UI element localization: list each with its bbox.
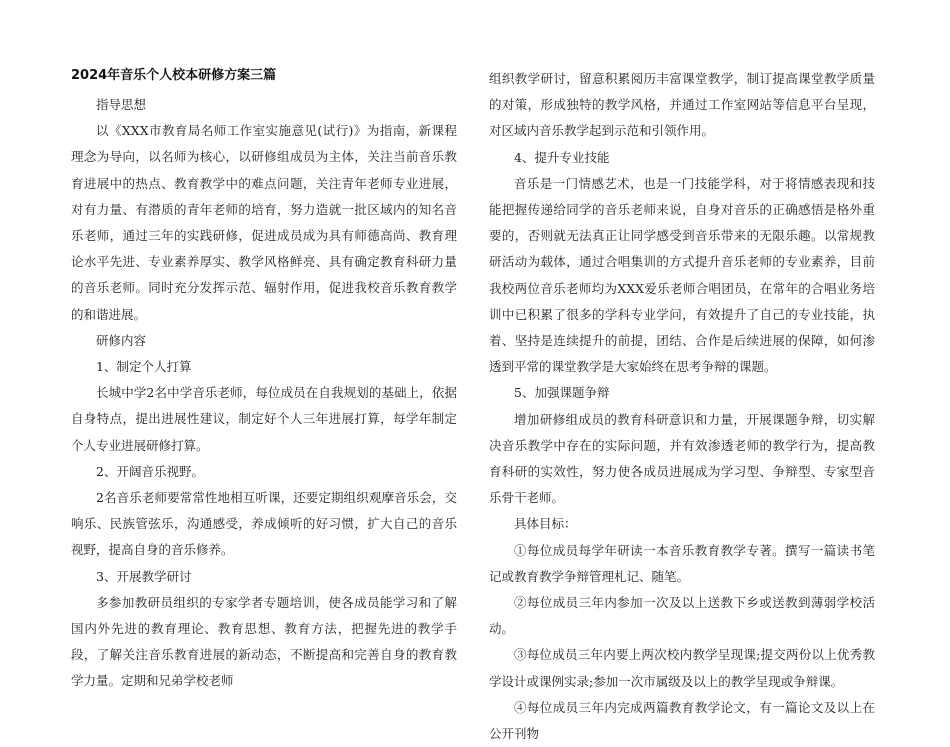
paragraph: ①每位成员每学年研读一本音乐教育教学专著。撰写一篇读书笔记或教育教学争辩管理札记、随笔。 — [489, 542, 875, 584]
paragraph: 指导思想 — [96, 97, 147, 112]
paragraph: 研修内容 — [96, 332, 147, 348]
paragraph: 以《XXX市教育局名师工作室实施意见(试行)》为指南，新课程理念为导向，以名师为核心，以研修组成员为主体，关注当前音乐教育进展中的热点、教育教学中的难点问题，关注青年老师专业进展，对有力量、有潜质的青年老师的培育，努力造就一批区域内的知名音乐老师，通过三年的实践研修，促进成员成为具有师德高尚、教育理论水平先进、专业素养厚实、教学风格鲜亮、具有确定教育科研力量的音乐老师。同时充分发挥示范、辐射作用，促进我校音乐教育教学的和谐进展。 — [71, 123, 457, 322]
paragraph: 2名音乐老师要常常性地相互听课，还要定期组织观摩音乐会，交响乐、民族管弦乐，沟通感受，养成倾听的好习惯，扩大自己的音乐视野，提高自身的音乐修养。 — [71, 490, 457, 558]
paragraph: 增加研修组成员的教育科研意识和力量，开展课题争辩，切实解决音乐教学中存在的实际问题，并有效渗透老师的教学行为，提高教育科研的实效性，努力使各成员进展成为学习型、争辩型、专家型音乐骨干老师。 — [489, 411, 875, 506]
paragraph: 2、开阔音乐视野。 — [96, 463, 204, 479]
paragraph: 5、加强课题争辩 — [514, 385, 610, 401]
left-column-body — [71, 92, 457, 695]
paragraph: 组织教学研讨，留意积累阅历丰富课堂教学，制订提高课堂教学质量的对策，形成独特的教学风格，并通过工作室网站等信息平台呈现，对区域内音乐教学起到示范和引领作用。 — [489, 71, 875, 139]
paragraph: 长城中学2名中学音乐老师，每位成员在自我规划的基础上，依据自身特点，提出进展性建议，制定好个人三年进展打算，每学年制定个人专业进展研修打算。 — [71, 385, 457, 453]
paragraph: 多参加教研员组织的专家学者专题培训，使各成员能学习和了解国内外先进的教育理论、教育思想、教育方法，把握先进的教学手段，了解关注音乐教育进展的新动态，不断提高和完善自身的教育教学力量。定期和兄弟学校老师 — [71, 594, 457, 689]
right-column — [489, 66, 875, 747]
paragraph: ③每位成员三年内要上两次校内教学呈现课;提交两份以上优秀教学设计或课例实录;参加一次市属级及以上的教学呈现或争辩课。 — [489, 647, 875, 689]
right-column-body — [489, 66, 875, 747]
paragraph: 音乐是一门情感艺术，也是一门技能学科，对于将情感表现和技能把握传递给同学的音乐老师来说，自身对音乐的正确感悟是格外重要的，否则就无法真正让同学感受到音乐带来的无限乐趣。以常规教研活动为载体，通过合唱集训的方式提升音乐老师的专业素养，目前我校两位音乐老师均为XXX爱乐老师合唱团员，在常年的合唱业务培训中已积累了很多的学科专业学问，有效提升了自己的专业技能，执着、坚持是连续提升的前提，团结、合作是后续进展的保障，如何渗透到平常的课堂教学是大家始终在思考争辩的课题。 — [489, 175, 875, 375]
paragraph: ②每位成员三年内参加一次及以上送教下乡或送教到薄弱学校活动。 — [489, 595, 875, 637]
paragraph: 1、制定个人打算 — [96, 359, 192, 375]
paragraph: ④每位成员三年内完成两篇教育教学论文，有一篇论文及以上在公开刊物 — [489, 699, 875, 742]
left-column — [71, 66, 457, 695]
paragraph: 4、提升专业技能 — [514, 149, 610, 165]
paragraph: 3、开展教学研讨 — [96, 568, 192, 584]
document-title: 2024年音乐个人校本研修方案三篇 — [71, 68, 277, 83]
paragraph: 具体目标： — [514, 516, 577, 532]
